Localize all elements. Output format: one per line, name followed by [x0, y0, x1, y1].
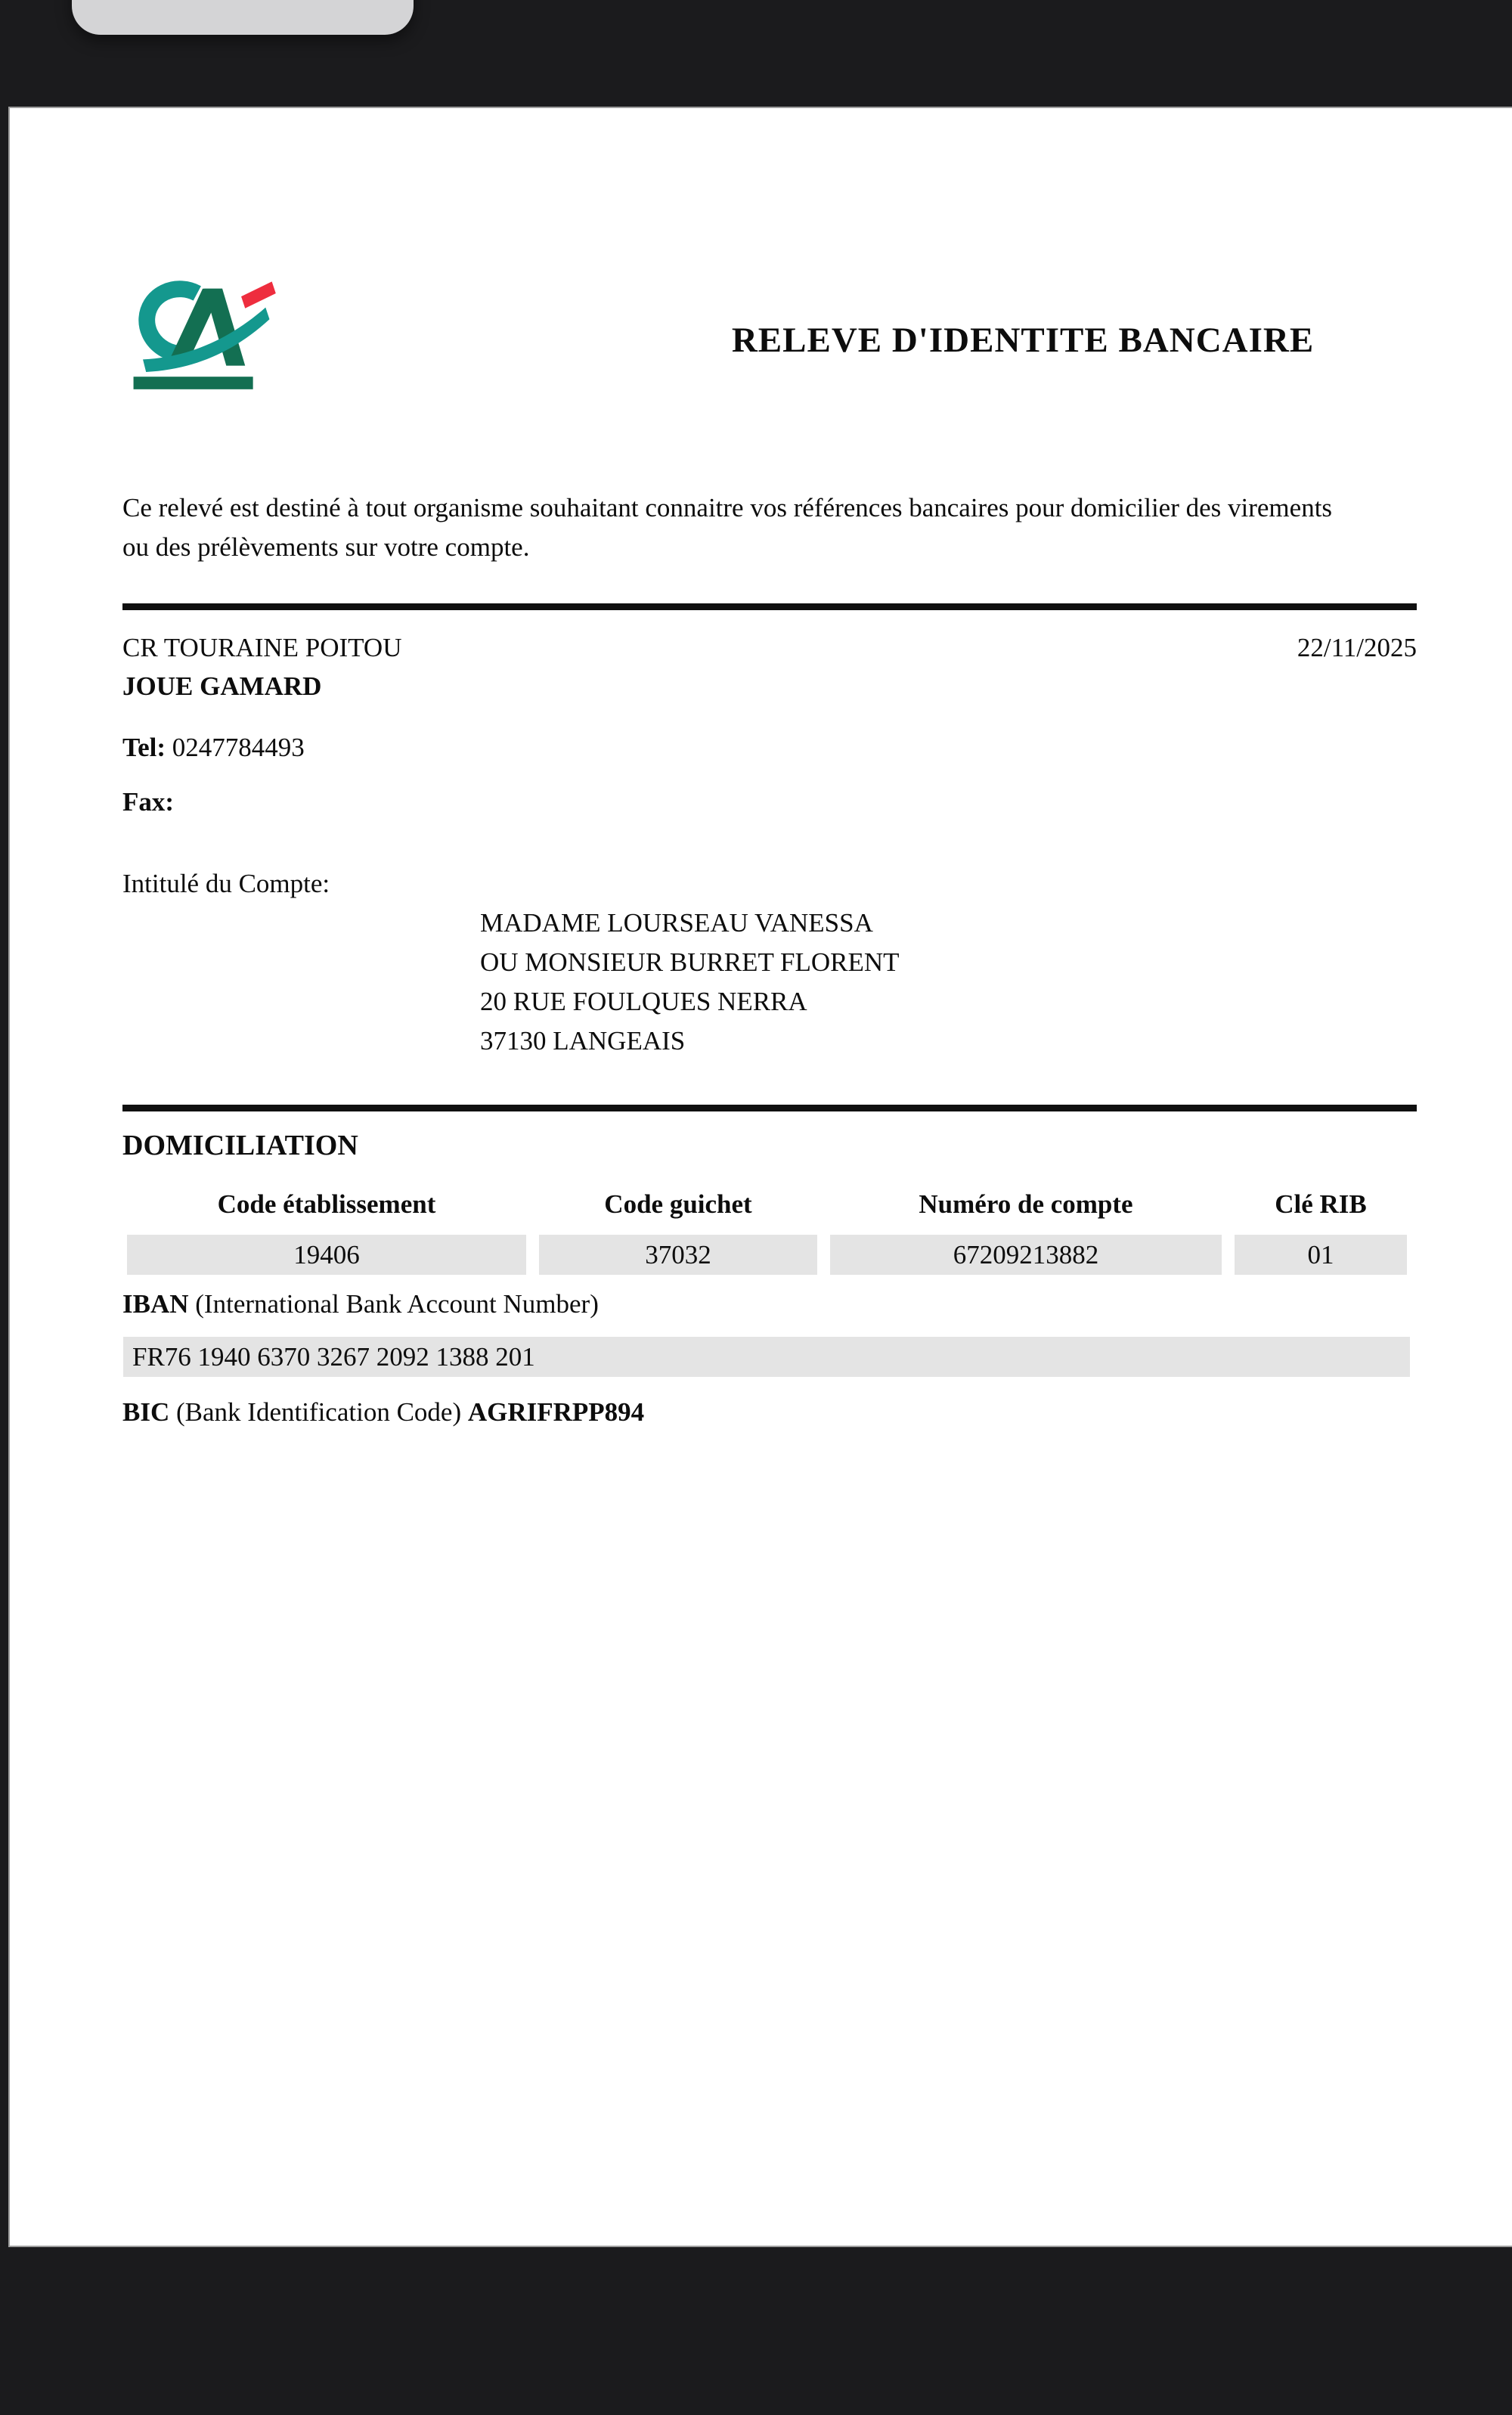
- account-holder-line: MADAME LOURSEAU VANESSA: [480, 908, 873, 938]
- bic-value: AGRIFRPP894: [467, 1397, 645, 1427]
- tel-label: Tel:: [122, 733, 166, 762]
- branch-name: JOUE GAMARD: [122, 671, 322, 701]
- iban-value: FR76 1940 6370 3267 2092 1388 201: [123, 1337, 1410, 1377]
- rib-table-value-row: [127, 1235, 1412, 1275]
- viewer-toolbar-remnant[interactable]: [72, 0, 414, 35]
- bic-label: BIC: [122, 1397, 170, 1427]
- account-holder-line: 37130 LANGEAIS: [480, 1026, 686, 1056]
- bank-name: CR TOURAINE POITOU: [122, 633, 402, 662]
- value-numero-compte: 67209213882: [830, 1235, 1222, 1275]
- bank-header-row: [122, 633, 1417, 663]
- tel-line: [122, 733, 305, 763]
- column-header-numero-compte: Numéro de compte: [919, 1189, 1133, 1219]
- column-header-code-etablissement: Code établissement: [217, 1189, 436, 1219]
- bic-description: (Bank Identification Code): [169, 1397, 468, 1427]
- account-holder-line: 20 RUE FOULQUES NERRA: [480, 987, 807, 1016]
- column-header-cle-rib: Clé RIB: [1275, 1189, 1367, 1219]
- divider-rule-top: [122, 603, 1417, 610]
- rib-document-page: [10, 108, 1512, 2246]
- iban-label: IBAN: [122, 1289, 189, 1319]
- bic-line: [122, 1397, 644, 1428]
- account-holder-line: OU MONSIEUR BURRET FLORENT: [480, 947, 900, 977]
- column-header-code-guichet: Code guichet: [604, 1189, 752, 1219]
- iban-label-line: [122, 1289, 599, 1319]
- account-holder-address: [480, 904, 900, 1061]
- document-date: 22/11/2025: [1297, 633, 1417, 662]
- document-title: RELEVE D'IDENTITE BANCAIRE: [731, 321, 1315, 360]
- fax-label: Fax:: [122, 787, 175, 817]
- value-cle-rib: 01: [1235, 1235, 1407, 1275]
- rib-table: [127, 1189, 1412, 1275]
- value-code-etablissement: 19406: [127, 1235, 526, 1275]
- rib-table-header-row: [127, 1189, 1412, 1220]
- credit-agricole-logo-icon: [122, 276, 280, 391]
- account-title-label: Intitulé du Compte:: [122, 869, 330, 898]
- value-code-guichet: 37032: [539, 1235, 817, 1275]
- tel-value: 0247784493: [172, 733, 305, 762]
- intro-paragraph: Ce relevé est destiné à tout organisme souhaitant connaitre vos références bancaires pour domicilier des virements ou des prélèvements sur votre compte.: [122, 493, 1333, 562]
- domiciliation-heading: DOMICILIATION: [122, 1130, 358, 1161]
- fax-line: [122, 787, 174, 817]
- iban-description: (International Bank Account Number): [188, 1289, 599, 1319]
- divider-rule-middle: [122, 1105, 1417, 1111]
